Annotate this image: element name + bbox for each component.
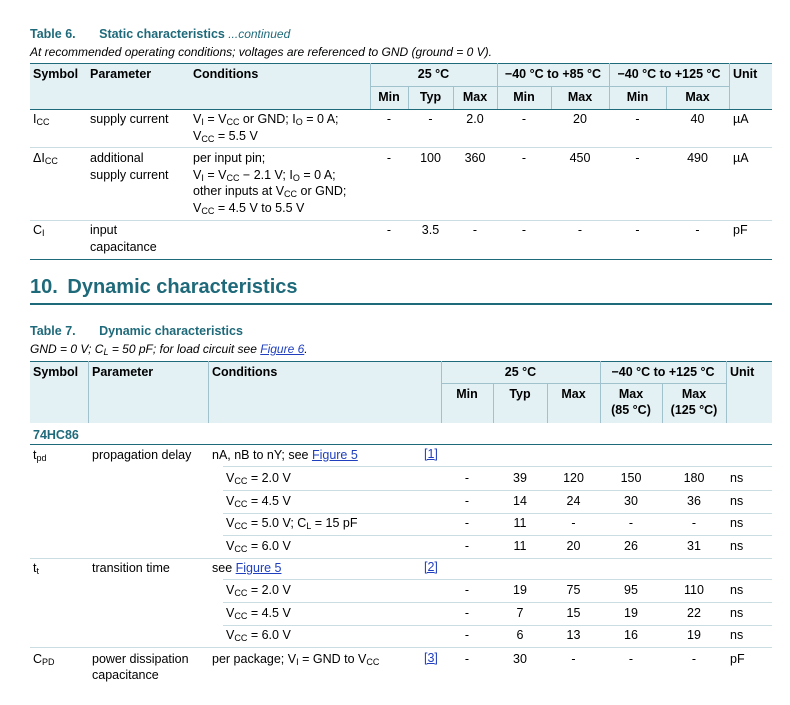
footnote-ref-1[interactable]: [1] (424, 447, 438, 461)
table7-header-max: Max (561, 387, 586, 401)
table6-header-typ: Typ (419, 90, 442, 104)
footnote-ref-2[interactable]: [2] (424, 560, 438, 574)
table7-header-conditions: Conditions (212, 365, 278, 379)
table6-note: At recommended operating conditions; voltages are referenced to GND (ground = 0 V). (30, 45, 492, 59)
table6-label: Table 6. (30, 27, 76, 41)
section-heading (30, 276, 298, 299)
datasheet-page: Table 6. Static characteristics ...continued At recommended operating conditions; voltages are referenced to GND (ground = 0 V). Symbol Parameter Conditions 25 °C −40 °C to +85 °C −40 °C to +125 °C Unit Min Typ Max Min Max Min Max $I_{CC}$ supply current $V_I = V_{CC}$ or GND; $I_O = 0$ A; $V_{CC} = 5.5$ V - - 2.0 - 20 - 40 µA $\Delta I_{CC}$ additional supply current per input pin; $V_I = V_{CC} - 2.1$ V; $I_O = 0$ A; other inputs at $V_{CC}$ or GND; $V_{CC} = 4.5$ V to 5.5 V - 100 360 - 450 - 490 µA $C_I$ input capacitance - 3.5 - - - - - pF 10. Dynamic characteristics Table 7. Dynamic characteristics GND = 0 V; $C_L = 50$ pF; for load circuit see Figure 6. Symbol Parameter Conditions 25 °C −40 °C to +125 °C Unit Min Typ Max Max (85 °C) Max (125 °C) 74HC86 $t_{pd}$ propagation delay nA, nB to nY; see Figure 5 [1] $V_{CC} = 2.0$ V - 39 120 150 180 ns $V_{CC} = 4.5$ V - 14 24 30 36 ns $V_{CC} = 5.0$ V; $C_L = 15$ pF - 11 - - - ns $V_{CC} = 6.0$ V - 11 20 26 31 ns $t_t$ transition time see Figure 5 [2] $V_{CC} = 2.0$ V - 19 75 95 110 ns $V_{CC} = 4.5$ V - 7 15 19 22 ns $V_{CC} = 6.0$ V - 6 13 16 19 ns $C_{PD}$ power dissipation capacitance per package; $V_I$ = GND to $V_{CC}$ [3] - 30 - - - pF (0, 0, 790, 705)
table6-header-min-85: Min (513, 90, 535, 104)
table7-title: Dynamic characteristics (99, 324, 243, 338)
table7-header-25c: 25 °C (504, 365, 537, 379)
table6-header-symbol: Symbol (33, 67, 79, 81)
table7-header-max85: Max (618, 387, 644, 401)
table6-continued: ...continued (224, 27, 291, 41)
table6-header-min-125: Min (626, 90, 649, 104)
table6-header-max-125: Max (685, 90, 710, 104)
table6-header-min: Min (378, 90, 400, 104)
table7-header-symbol: Symbol (33, 365, 79, 379)
figure5-link-tt[interactable]: Figure 5 (235, 561, 282, 575)
table7-note: GND = 0 V; $C_L = 50$ pF; for load circuit see Figure 6. (30, 342, 308, 357)
table7-caption (30, 324, 243, 338)
table7-header-parameter: Parameter (92, 365, 154, 379)
table6-header-unit: Unit (733, 67, 758, 81)
footnote-ref-3[interactable]: [3] (424, 651, 438, 665)
table6-title: Static characteristics (99, 27, 225, 41)
table7-header-unit: Unit (730, 365, 755, 379)
table7-header-typ: Typ (509, 387, 531, 401)
figure5-link-tpd[interactable]: Figure 5 (311, 448, 358, 462)
table6-header-125c: −40 °C to +125 °C (617, 67, 721, 81)
table6-header-25c: 25 °C (417, 67, 450, 81)
table6-header-conditions: Conditions (193, 67, 259, 81)
table6-header-max-85: Max (567, 90, 593, 104)
table7-header-min: Min (456, 387, 478, 401)
section-number: 10. (30, 276, 58, 298)
table7-header-125c: −40 °C to +125 °C (611, 365, 715, 379)
section-title: Dynamic characteristics (67, 276, 298, 298)
table7-header-max85-temp: (85 °C) (611, 403, 651, 417)
device-group-label: 74HC86 (33, 428, 79, 442)
table6-caption (30, 27, 290, 41)
table7-header-max125: Max (681, 387, 707, 401)
table7-header-max125-temp: (125 °C) (670, 403, 718, 417)
table6-header-85c: −40 °C to +85 °C (504, 67, 602, 81)
figure6-link[interactable]: Figure 6 (260, 342, 305, 356)
table6-header-max: Max (462, 90, 488, 104)
table6-header-parameter: Parameter (90, 67, 152, 81)
table7-label: Table 7. (30, 324, 76, 338)
